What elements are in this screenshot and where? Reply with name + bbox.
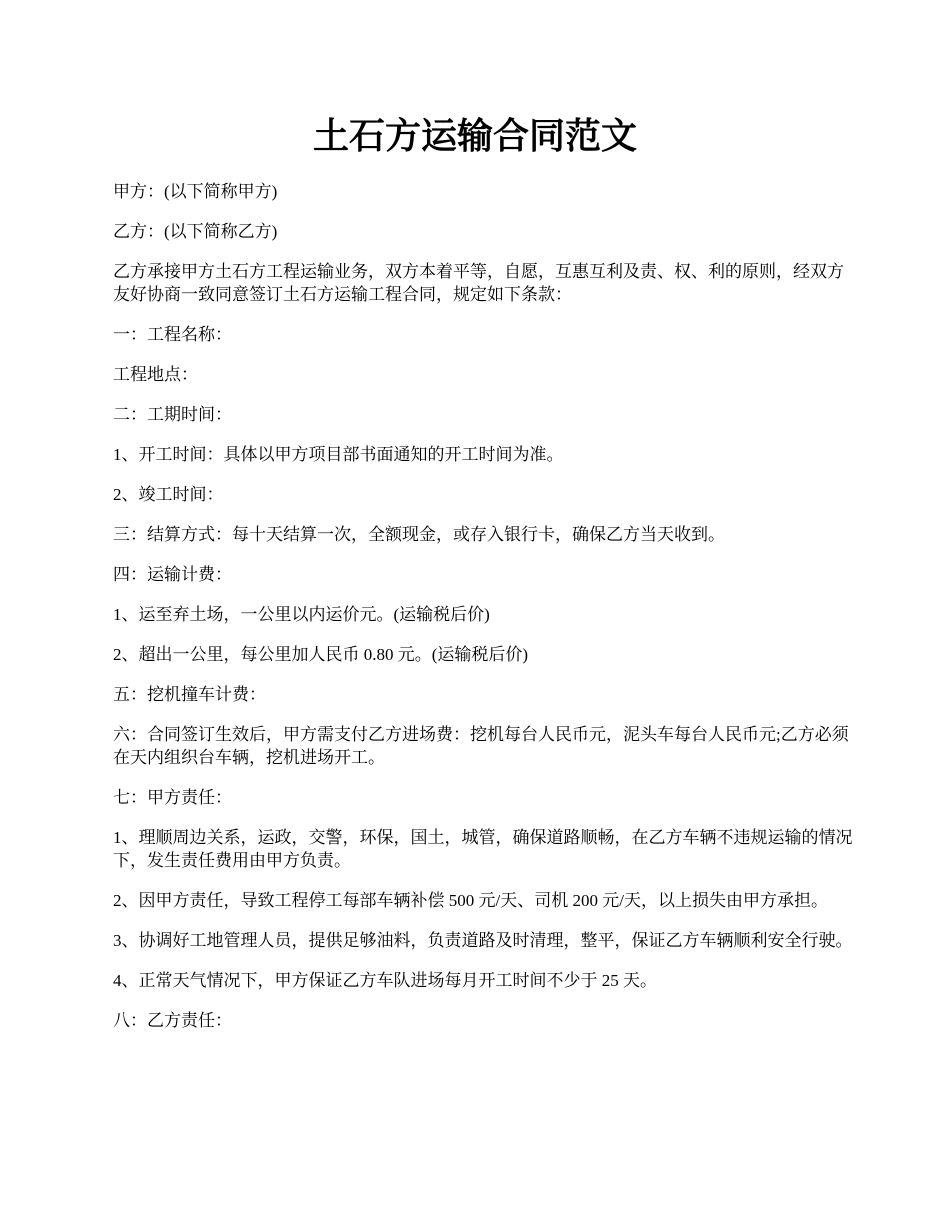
freight-item-2: 2、超出一公里，每公里加人民币 0.80 元。(运输税后价) (113, 645, 529, 664)
party-b-line: 乙方：(以下简称乙方) (113, 222, 278, 241)
party-a-duty-4: 4、正常天气情况下，甲方保证乙方车队进场每月开工时间不少于 25 天。 (113, 971, 657, 990)
project-location-line: 工程地点： (113, 365, 198, 384)
section-5-heading: 五：挖机撞车计费： (113, 685, 266, 704)
section-1-heading: 一：工程名称： (113, 325, 232, 344)
section-3-settlement: 三：结算方式：每十天结算一次，全额现金，或存入银行卡，确保乙方当天收到。 (113, 525, 725, 544)
preamble-paragraph: 乙方承接甲方土石方工程运输业务，双方本着平等，自愿，互惠互利及责、权、利的原则，经双方友好协商一致同意签订土石方运输工程合同，规定如下条款： (113, 262, 844, 304)
section-7-heading: 七：甲方责任： (113, 788, 232, 807)
completion-time-item: 2、竣工时间： (113, 485, 224, 504)
section-2-heading: 二：工期时间： (113, 405, 232, 424)
document-title: 土石方运输合同范文 (312, 116, 637, 156)
start-time-item: 1、开工时间：具体以甲方项目部书面通知的开工时间为准。 (113, 445, 564, 464)
party-a-duty-1: 1、理顺周边关系，运政，交警，环保，国土，城管，确保道路顺畅，在乙方车辆不违规运输的情况下，发生责任费用由甲方负责。 (113, 828, 853, 870)
section-4-heading: 四：运输计费： (113, 565, 232, 584)
freight-item-1: 1、运至弃土场，一公里以内运价元。(运输税后价) (113, 605, 490, 624)
party-a-line: 甲方：(以下简称甲方) (113, 182, 278, 201)
party-a-duty-3: 3、协调好工地管理人员，提供足够油料，负责道路及时清理，整平，保证乙方车辆顺利安全行驶。 (113, 931, 853, 950)
party-a-duty-2: 2、因甲方责任，导致工程停工每部车辆补偿 500 元/天、司机 200 元/天，以上损失由甲方承担。 (113, 891, 828, 910)
document-body (113, 180, 858, 1049)
section-6-paragraph: 六：合同签订生效后，甲方需支付乙方进场费：挖机每台人民币元，泥头车每台人民币元;乙方必须在天内组织台车辆，挖机进场开工。 (113, 725, 849, 767)
section-8-heading: 八：乙方责任： (113, 1011, 232, 1030)
